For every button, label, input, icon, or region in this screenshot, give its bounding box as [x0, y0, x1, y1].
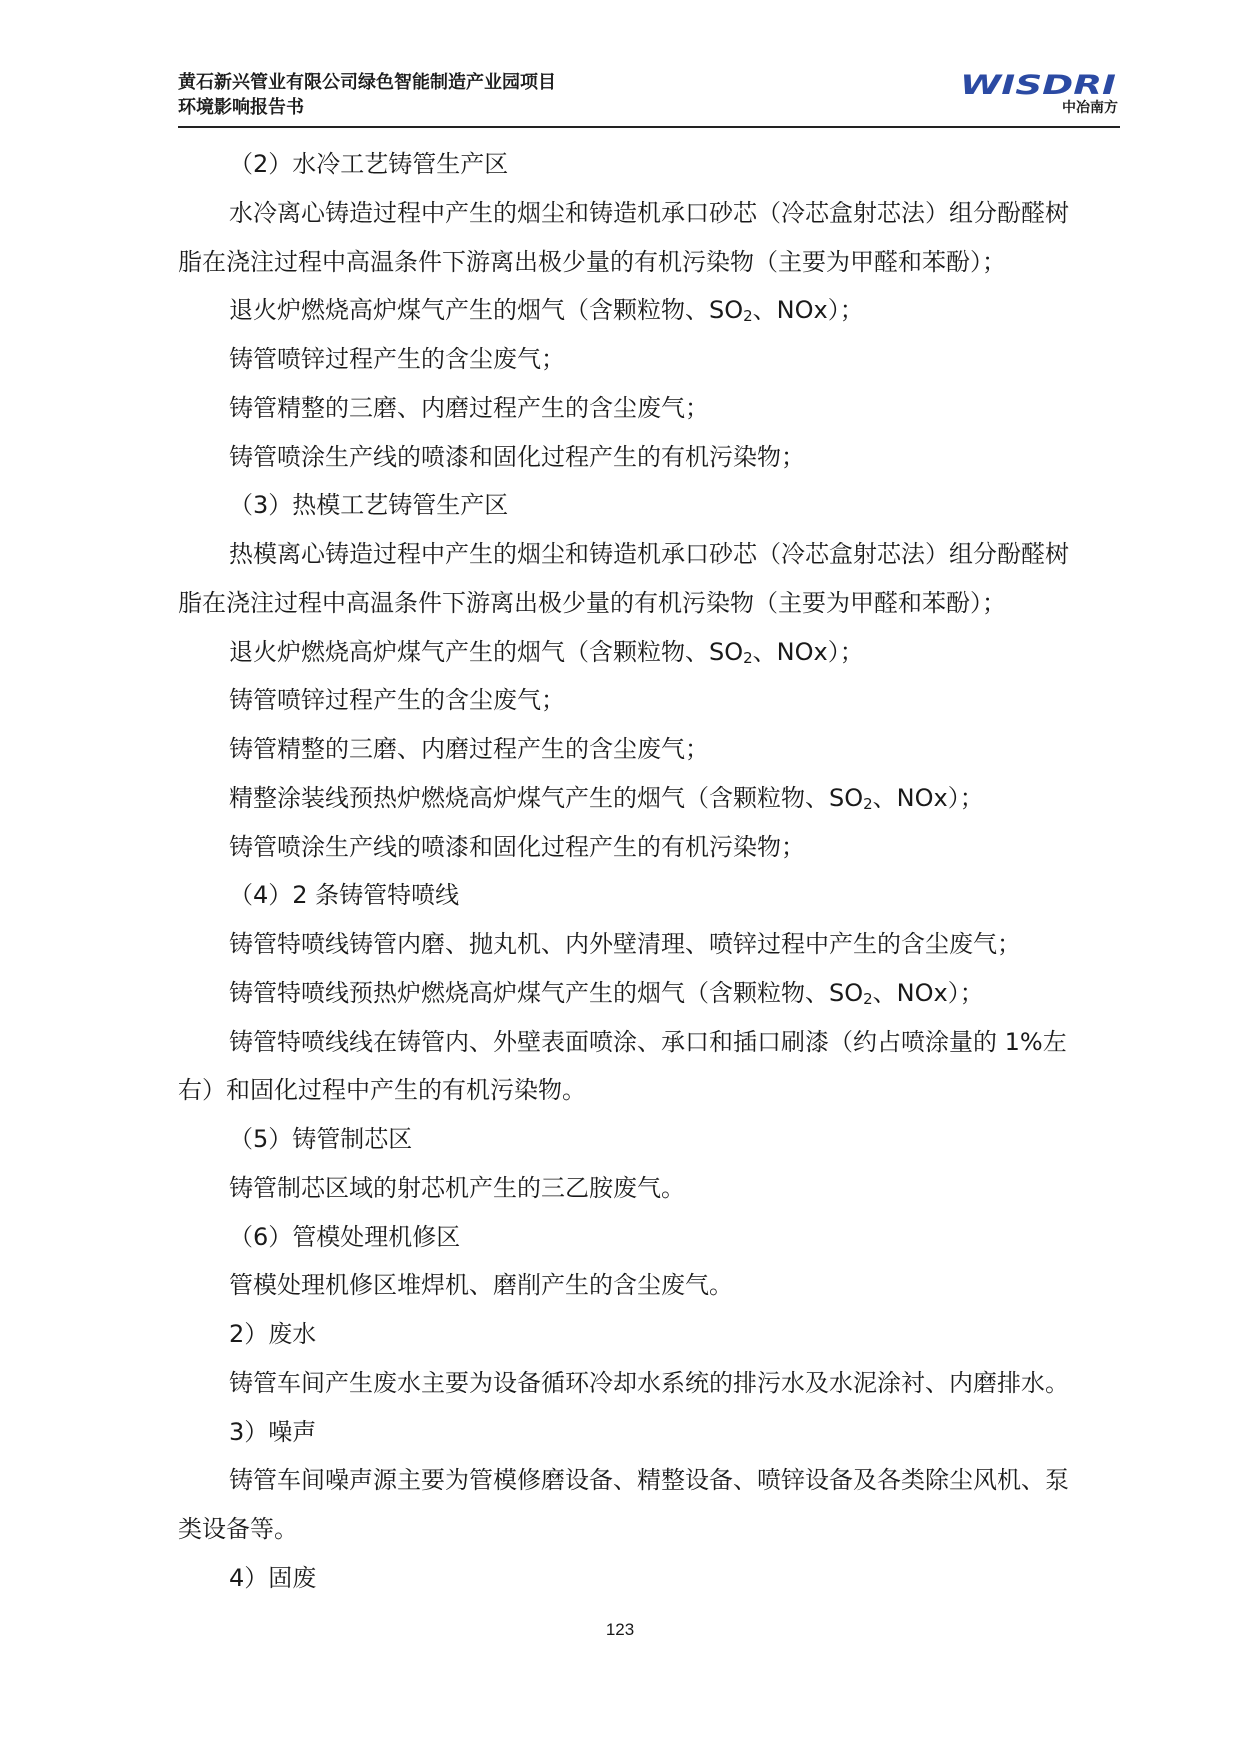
page-header	[178, 66, 1120, 124]
wisdri-logo	[958, 68, 1120, 118]
header-title	[178, 70, 556, 120]
paragraph-line: 类设备等。	[178, 1515, 298, 1543]
paragraph-line: 铸管精整的三磨、内磨过程产生的含尘废气；	[229, 393, 709, 422]
paragraph-line: 铸管喷涂生产线的喷漆和固化过程产生的有机污染物；	[229, 832, 805, 861]
paragraph-line: 铸管车间产生废水主要为设备循环冷却水系统的排污水及水泥涂衬、内磨排水。	[229, 1368, 1069, 1397]
logo-text: WISDRI	[960, 70, 1116, 101]
paragraph-line: 铸管喷锌过程产生的含尘废气；	[229, 345, 565, 373]
paragraph-line: 铸管特喷线线在铸管内、外壁表面喷涂、承口和插口刷漆（约占喷涂量的 1%左	[229, 1027, 1067, 1056]
paragraph-line: 铸管特喷线预热炉燃烧高炉煤气产生的烟气（含颗粒物、$SO_2$、NOx）；	[229, 978, 984, 1008]
paragraph-line: 热模离心铸造过程中产生的烟尘和铸造机承口砂芯（冷芯盒射芯法）组分酚醛树	[229, 540, 1069, 568]
paragraph-line: 精整涂装线预热炉燃烧高炉煤气产生的烟气（含颗粒物、$SO_2$、NOx）；	[229, 783, 984, 813]
header-title-line1: 黄石新兴管业有限公司绿色智能制造产业园项目	[178, 72, 556, 93]
heading-hot-mold: （3）热模工艺铸管生产区	[229, 491, 509, 520]
paragraph-line: 铸管喷涂生产线的喷漆和固化过程产生的有机污染物；	[229, 442, 805, 471]
paragraph-line: 铸管车间噪声源主要为管模修磨设备、精整设备、喷锌设备及各类除尘风机、泵	[229, 1466, 1069, 1495]
header-rule	[178, 126, 1120, 128]
logo-subtext: 中冶南方	[1062, 100, 1118, 116]
heading-core-making: （5）铸管制芯区	[229, 1125, 413, 1153]
heading-special-spray: （4）2 条铸管特喷线	[229, 881, 460, 910]
paragraph-line: 右）和固化过程中产生的有机污染物。	[178, 1076, 586, 1105]
document-body	[178, 140, 1120, 1603]
paragraph-line: 退火炉燃烧高炉煤气产生的烟气（含颗粒物、$SO_2$、NOx）；	[229, 296, 864, 326]
heading-noise: 3）噪声	[229, 1417, 317, 1446]
page-number: 123	[605, 1620, 635, 1639]
paragraph-line: 脂在浇注过程中高温条件下游离出极少量的有机污染物（主要为甲醛和苯酚）；	[178, 247, 1006, 276]
heading-mold-repair: （6）管模处理机修区	[229, 1222, 461, 1251]
paragraph-line: 铸管精整的三磨、内磨过程产生的含尘废气；	[229, 735, 709, 763]
paragraph-line: 水冷离心铸造过程中产生的烟尘和铸造机承口砂芯（冷芯盒射芯法）组分酚醛树	[229, 198, 1069, 227]
header-title-line2: 环境影响报告书	[178, 97, 304, 118]
paragraph-line: 铸管制芯区域的射芯机产生的三乙胺废气。	[229, 1173, 685, 1202]
heading-water-cooled: （2）水冷工艺铸管生产区	[229, 150, 509, 178]
paragraph-line: 管模处理机修区堆焊机、磨削产生的含尘废气。	[229, 1271, 733, 1300]
paragraph-line: 铸管喷锌过程产生的含尘废气；	[229, 686, 565, 715]
paragraph-line: 脂在浇注过程中高温条件下游离出极少量的有机污染物（主要为甲醛和苯酚）；	[178, 588, 1006, 617]
paragraph-line: 铸管特喷线铸管内磨、抛丸机、内外壁清理、喷锌过程中产生的含尘废气；	[229, 930, 1021, 958]
heading-solid-waste: 4）固废	[229, 1563, 317, 1592]
heading-wastewater: 2）废水	[229, 1320, 317, 1348]
paragraph-line: 退火炉燃烧高炉煤气产生的烟气（含颗粒物、$SO_2$、NOx）；	[229, 637, 864, 667]
